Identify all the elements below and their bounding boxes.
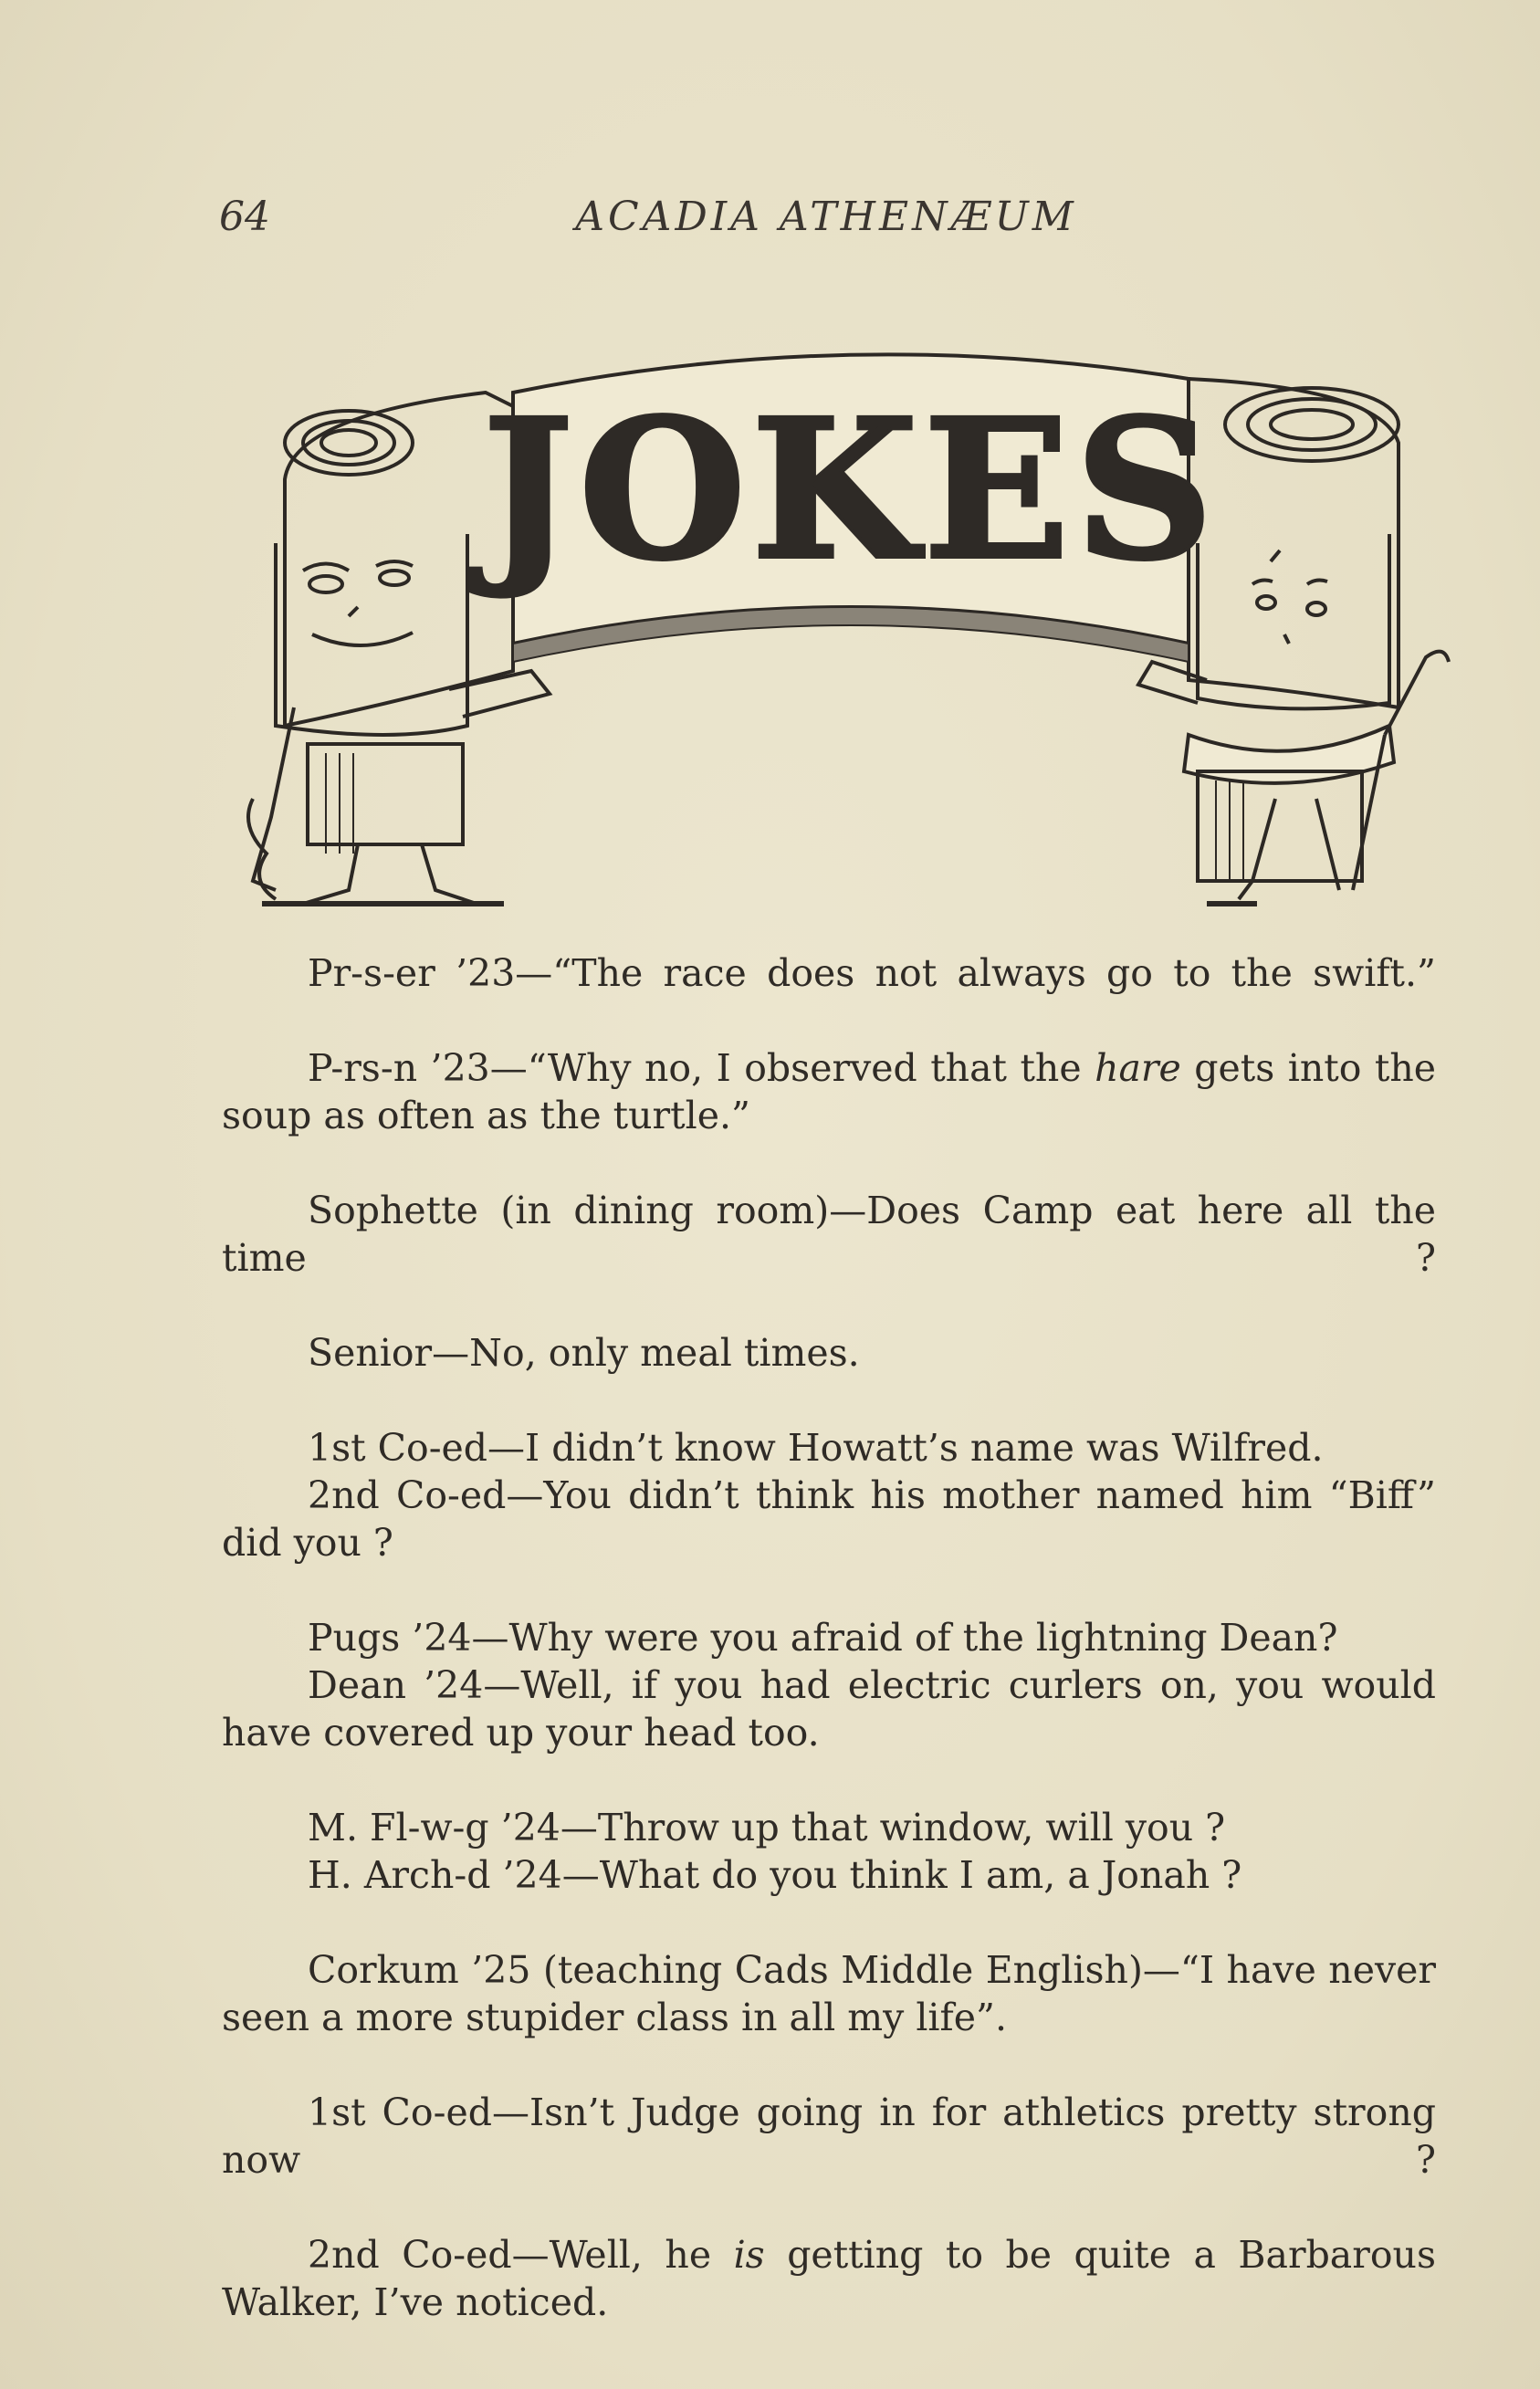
joke-line: P-rs-n ’23—“Why no, I observed that the hare gets into the soup as often as the turtle.” — [222, 1046, 1436, 1137]
emphasized-word: hare — [1095, 1046, 1181, 1090]
running-title: ACADIA ATHENÆUM — [575, 194, 1077, 240]
joke-line: Sophette (in dining room)—Does Camp eat here all the time ? — [222, 1189, 1436, 1280]
joke-line: Corkum ’25 (teaching Cads Middle English)—“I have never seen a more stupider class in all my life”. — [222, 1948, 1436, 2039]
joke-line: 1st Co-ed—I didn’t know Howatt’s name was Wilfred. — [308, 1426, 1324, 1470]
joke-line: 1st Co-ed—Isn’t Judge going in for athletics pretty strong now ? — [222, 2090, 1436, 2182]
joke-block — [222, 1946, 1436, 2041]
banner-title: JOKES — [482, 377, 1220, 602]
page-header — [219, 194, 1433, 248]
joke-line: Pugs ’24—Why were you afraid of the lightning Dean? — [308, 1616, 1338, 1660]
joke-block — [222, 1187, 1436, 1377]
right-scroll-roll — [1189, 379, 1399, 707]
jokes-banner-illustration — [239, 342, 1453, 913]
left-scroll-roll — [285, 393, 513, 726]
joke-line: 2nd Co-ed—Well, he is getting to be quite a Barbarous Walker, I’ve noticed. — [222, 2233, 1436, 2324]
joke-line: H. Arch-d ’24—What do you think I am, a Jonah ? — [308, 1853, 1242, 1897]
joke-block — [222, 1424, 1436, 1566]
joke-line: Senior—No, only meal times. — [308, 1331, 860, 1375]
page-number: 64 — [219, 194, 270, 240]
emphasized-word: is — [733, 2233, 765, 2277]
joke-block — [222, 1614, 1436, 1756]
joke-line: Dean ’24—Well, if you had electric curlers on, you would have covered up your head too. — [222, 1663, 1436, 1755]
joke-block — [222, 949, 1436, 1139]
joke-line: Pr-s-er ’23—“The race does not always go to the swift.” — [308, 951, 1436, 995]
joke-block — [222, 2089, 1436, 2326]
joke-block — [222, 1804, 1436, 1899]
jokes-content — [222, 949, 1436, 2373]
joke-line: M. Fl-w-g ’24—Throw up that window, will you ? — [308, 1806, 1226, 1849]
joke-line: 2nd Co-ed—You didn’t think his mother named him “Biff” did you ? — [222, 1473, 1436, 1565]
